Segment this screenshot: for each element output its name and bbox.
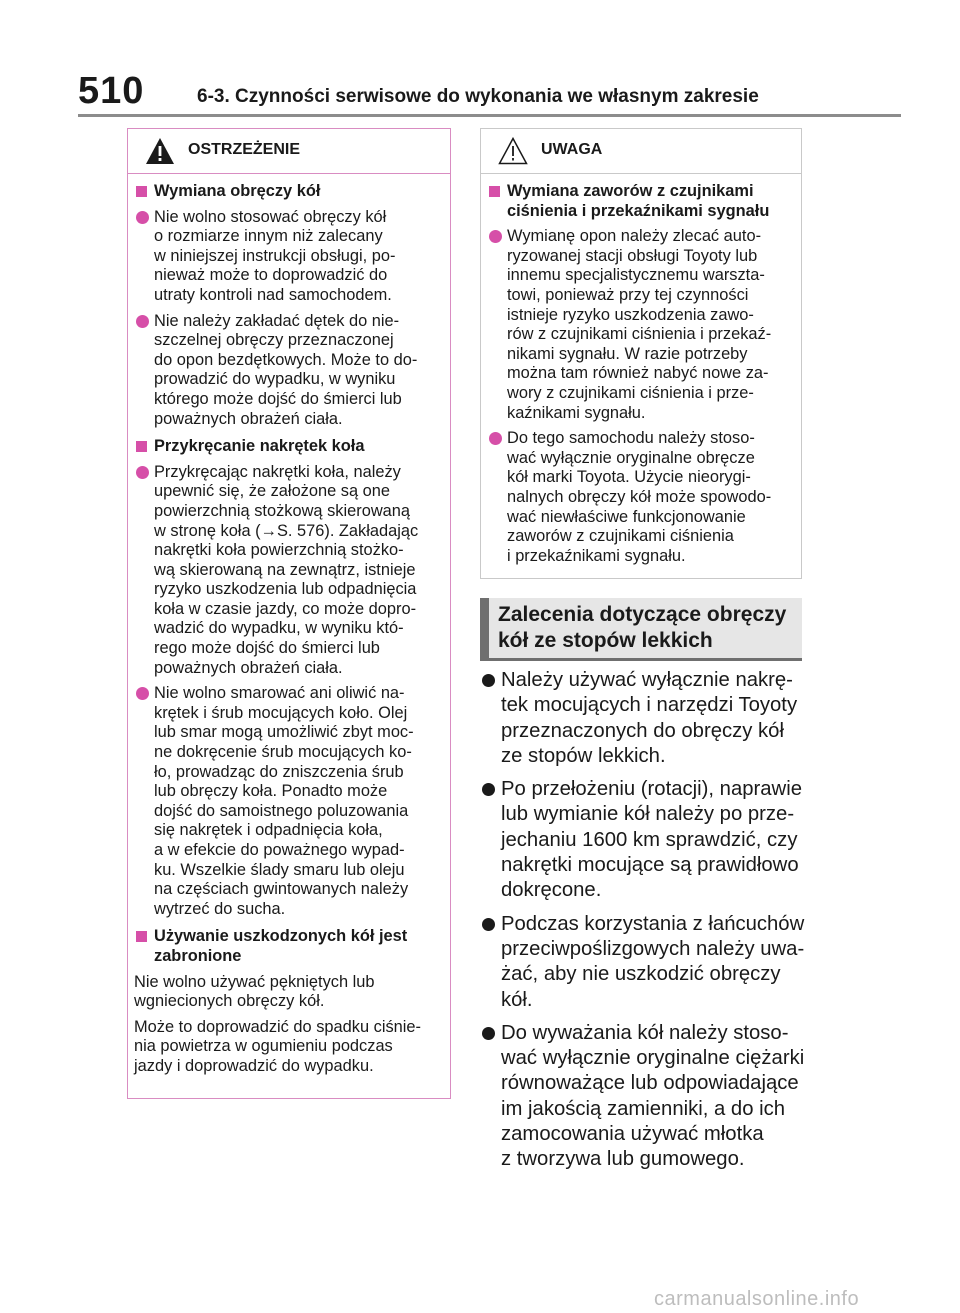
- text-line: Do wyważania kół należy stoso-: [501, 1021, 789, 1044]
- text-line: krętek i śrub mocujących koło. Olej: [154, 703, 408, 722]
- text-line: przeciwpoślizgowych należy uwa-: [501, 937, 805, 960]
- text-line: nakrętki koła powierzchnią stożko-: [154, 541, 404, 560]
- bullet-item: [134, 463, 444, 679]
- chapter-title: 6-3. Czynności serwisowe do wykonania we własnym zakresie: [197, 86, 759, 107]
- round-bullet-icon: [136, 687, 149, 700]
- notice-label: UWAGA: [541, 141, 603, 158]
- text-line: kół.: [501, 988, 533, 1011]
- text-line: nikami sygnału. W razie potrzeby: [507, 344, 748, 363]
- text-line: innemu specjalistycznemu warszta-: [507, 266, 765, 285]
- text-line: im jakością zamienniki, a do ich: [501, 1097, 786, 1120]
- list-item: [480, 668, 810, 769]
- text-line: nalnych obręczy kół może spowodo-: [507, 487, 772, 506]
- round-bullet-icon: [136, 466, 149, 479]
- notice-box: [480, 128, 802, 579]
- warning-triangle-icon: [145, 137, 175, 165]
- warning-box: [127, 128, 451, 1099]
- section-accent-bar: [480, 598, 489, 658]
- warning-label: OSTRZEŻENIE: [188, 141, 301, 158]
- list-item: [480, 912, 810, 1013]
- round-bullet-icon: [482, 674, 495, 687]
- text-line: Wymiana zaworów z czujnikami: [507, 182, 754, 200]
- text-line: Może to doprowadzić do spadku ciśnie-: [134, 1017, 421, 1036]
- section-heading: [480, 598, 802, 658]
- text-line: ło, prowadząc do zniszczenia śrub: [154, 762, 404, 781]
- text-line: w stronę koła (→S. 576). Zakładając: [154, 521, 419, 540]
- text-line: do opon bezdętkowych. Może to do-: [154, 350, 418, 369]
- paragraph: [134, 1018, 444, 1077]
- text-line: wać wyłącznie oryginalne obręcze: [507, 448, 755, 467]
- text-line: lub wymianie kół należy po prze-: [501, 803, 795, 826]
- text-line: szczelnej obręczy przeznaczonej: [154, 331, 394, 350]
- text-line: Należy używać wyłącznie nakrę-: [501, 669, 793, 691]
- notice-header: [481, 129, 801, 174]
- warning-content: [128, 182, 450, 1077]
- text-line: nia powietrza w ogumieniu podczas: [134, 1037, 393, 1056]
- text-line: i przekaźnikami sygnału.: [507, 546, 686, 565]
- text-line: ne dokręcenie śrub mocujących ko-: [154, 743, 412, 762]
- text-line: żać, aby nie uszkodzić obręczy: [501, 963, 781, 986]
- text-line: istnieje ryzyko uszkodzenia zawo-: [507, 305, 754, 324]
- square-bullet-icon: [489, 186, 500, 197]
- warning-header: [128, 129, 450, 174]
- text-line: Nie wolno stosować obręczy kół: [154, 207, 387, 226]
- text-line: jazdy i doprowadzić do wypadku.: [134, 1056, 374, 1075]
- text-line: wgniecionych obręczy kół.: [134, 992, 325, 1011]
- subsection-heading: [487, 182, 795, 221]
- text-line: na częściach gwintowanych należy: [154, 880, 409, 899]
- round-bullet-icon: [482, 1027, 495, 1040]
- text-line: rów z czujnikami ciśnienia i przekaź-: [507, 325, 772, 344]
- text-line: towi, ponieważ przy tej czynności: [507, 285, 749, 304]
- text-line: wadzić do wypadku, w wyniku któ-: [154, 619, 404, 638]
- header-divider: [78, 114, 901, 117]
- section-title: [498, 602, 798, 654]
- text-line: wytrzeć do sucha.: [154, 899, 286, 918]
- text-line: Przykręcając nakrętki koła, należy: [154, 462, 401, 481]
- text-line: poważnych obrażeń ciała.: [154, 658, 343, 677]
- round-bullet-icon: [136, 315, 149, 328]
- text-line: równoważące lub odpowiadające: [501, 1072, 799, 1095]
- text-line: poważnych obrażeń ciała.: [154, 409, 343, 428]
- subsection-heading: [134, 182, 444, 202]
- text-line: Wymiana obręczy kół: [154, 182, 321, 200]
- text-line: powierzchnią stożkową skierowaną: [154, 501, 410, 520]
- caution-triangle-icon: [498, 137, 528, 165]
- bullet-item: [134, 312, 444, 430]
- text-line: tek mocujących i narzędzi Toyoty: [501, 694, 798, 717]
- text-line: zaworów z czujnikami ciśnienia: [507, 527, 734, 546]
- subsection-heading: [134, 927, 444, 966]
- notice-content: [481, 182, 801, 566]
- text-line: ciśnienia i przekaźnikami sygnału: [507, 201, 770, 220]
- text-line: w niniejszej instrukcji obsługi, po-: [154, 246, 396, 265]
- page-number: 510: [78, 70, 145, 112]
- text-line: Nie należy zakładać dętek do nie-: [154, 311, 400, 330]
- square-bullet-icon: [136, 931, 147, 942]
- text-line: się nakrętek i odpadnięcia koła,: [154, 821, 383, 840]
- text-line: utraty kontroli nad samochodem.: [154, 285, 392, 304]
- list-item: [480, 1021, 810, 1173]
- list-item: [480, 777, 810, 903]
- text-line: Podczas korzystania z łańcuchów: [501, 912, 805, 935]
- text-line: ze stopów lekkich.: [501, 744, 666, 767]
- text-line: z tworzywa lub gumowego.: [501, 1148, 745, 1171]
- round-bullet-icon: [482, 783, 495, 796]
- subsection-heading: [134, 437, 444, 457]
- text-line: upewnić się, że założone są one: [154, 482, 390, 501]
- text-line: lub obręczy koła. Ponadto może: [154, 782, 388, 801]
- round-bullet-icon: [136, 211, 149, 224]
- text-line: nakrętki mocujące są prawidłowo: [501, 854, 799, 877]
- section-title-line: Zalecenia dotyczące obręczy: [498, 603, 787, 626]
- text-line: a w efekcie do poważnego wypad-: [154, 841, 405, 859]
- text-line: wory z czujnikami ciśnienia i prze-: [507, 383, 754, 402]
- text-line: lub smar mogą umożliwić zbyt moc-: [154, 723, 414, 742]
- text-line: nieważ może to doprowadzić do: [154, 266, 388, 285]
- text-line: ku. Wszelkie ślady smaru lub oleju: [154, 860, 405, 879]
- text-line: Po przełożeniu (rotacji), naprawie: [501, 778, 802, 801]
- text-line: wać niewłaściwe funkcjonowanie: [507, 507, 746, 526]
- text-line: ryzyko uszkodzenia lub odpadnięcia: [154, 580, 417, 599]
- section-title-line: kół ze stopów lekkich: [498, 629, 713, 652]
- text-line: wać wyłącznie oryginalne ciężarki: [501, 1047, 805, 1070]
- text-line: dokręcone.: [501, 879, 602, 902]
- text-line: dojść do samoistnego poluzowania: [154, 801, 409, 820]
- text-line: rego może dojść do śmierci lub: [154, 639, 380, 658]
- round-bullet-icon: [489, 432, 502, 445]
- bullet-item: [487, 429, 795, 566]
- text-line: kół marki Toyota. Użycie nieorygi-: [507, 468, 751, 487]
- text-line: można tam również nabyć nowe za-: [507, 364, 769, 383]
- page-header: [0, 0, 960, 118]
- text-line: Nie wolno używać pękniętych lub: [134, 972, 375, 991]
- bullet-item: [134, 684, 444, 919]
- round-bullet-icon: [489, 230, 502, 243]
- recommendation-list: [480, 668, 810, 1181]
- text-line: Wymianę opon należy zlecać auto-: [507, 227, 762, 246]
- text-line: koła w czasie jazdy, co może dopro-: [154, 599, 417, 618]
- text-line: zabronione: [154, 946, 242, 965]
- text-line: przeznaczonych do obręczy kół: [501, 719, 784, 742]
- text-line: wą skierowaną na zewnątrz, istnieje: [154, 560, 416, 579]
- text-line: jechaniu 1600 km sprawdzić, czy: [501, 828, 798, 851]
- bullet-item: [487, 227, 795, 423]
- bullet-item: [134, 208, 444, 306]
- text-line: o rozmiarze innym niż zalecany: [154, 227, 383, 246]
- text-line: Używanie uszkodzonych kół jest: [154, 927, 408, 946]
- text-line: Przykręcanie nakrętek koła: [154, 437, 365, 456]
- paragraph: [134, 973, 444, 1012]
- text-line: którego może dojść do śmierci lub: [154, 389, 402, 408]
- text-line: Do tego samochodu należy stoso-: [507, 429, 755, 448]
- text-line: ryzowanej stacji obsługi Toyoty lub: [507, 246, 758, 265]
- square-bullet-icon: [136, 441, 147, 452]
- text-line: Nie wolno smarować ani oliwić na-: [154, 684, 405, 703]
- text-line: prowadzić do wypadku, w wyniku: [154, 370, 396, 389]
- text-line: kaźnikami sygnału.: [507, 403, 646, 422]
- text-line: zamocowania używać młotka: [501, 1123, 764, 1146]
- round-bullet-icon: [482, 918, 495, 931]
- square-bullet-icon: [136, 186, 147, 197]
- section-underline: [480, 658, 802, 661]
- watermark: carmanualsonline.info: [654, 1288, 860, 1310]
